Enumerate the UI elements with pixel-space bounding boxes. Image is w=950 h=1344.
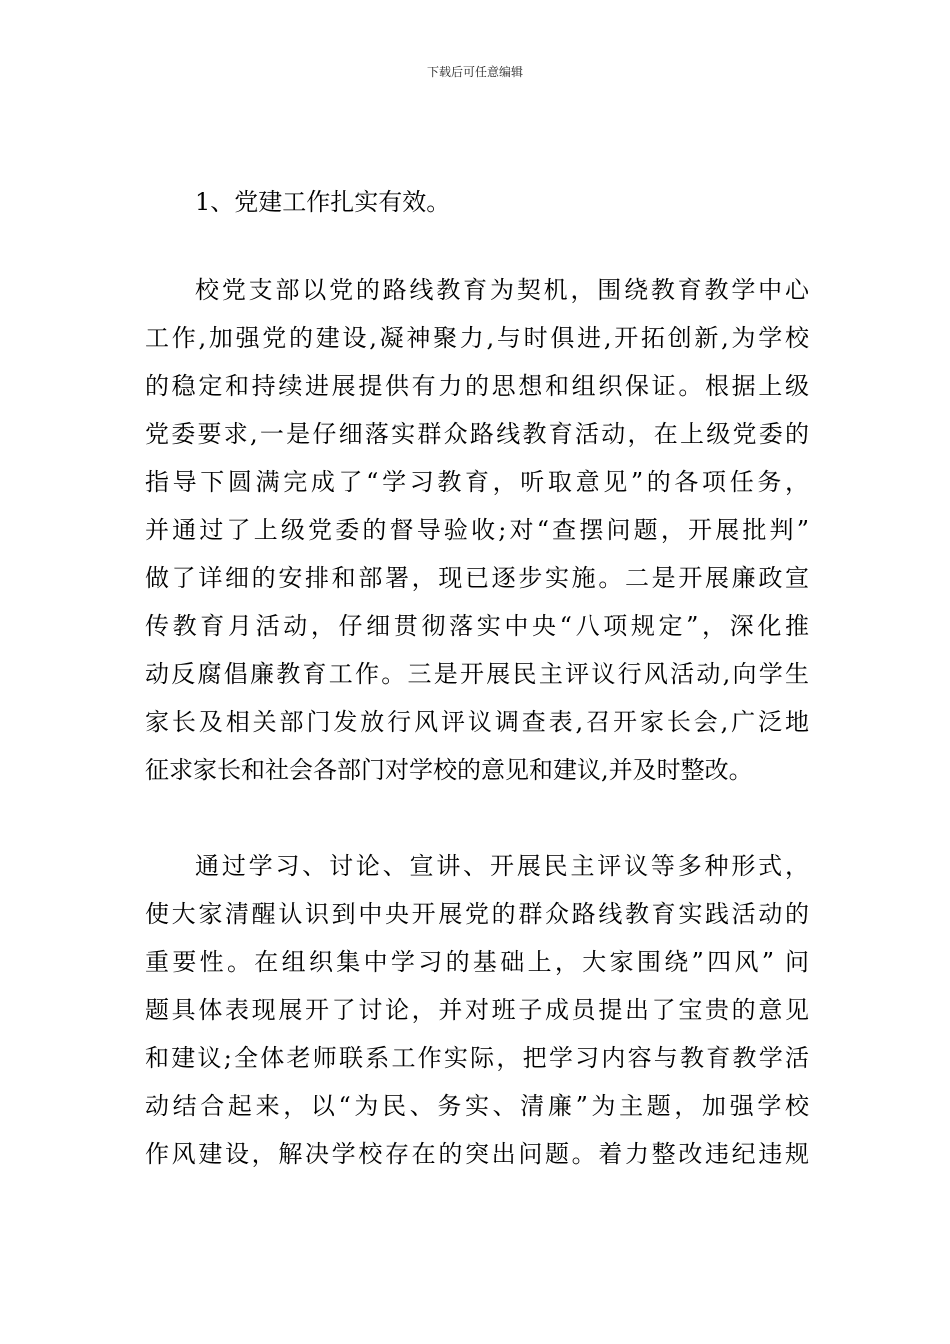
document-body [145, 178, 809, 1226]
paragraph-line: 做了详细的安排和部署，现已逐步实施。二是开展廉政宣 [145, 564, 809, 592]
paragraph-line: 的稳定和持续进展提供有力的思想和组织保证。根据上级 [145, 372, 809, 400]
section-heading: 1、党建工作扎实有效。 [195, 188, 451, 216]
paragraph-line: 校党支部以党的路线教育为契机，围绕教育教学中心 [195, 276, 809, 304]
paragraph-line: 并通过了上级党委的督导验收;对“查摆问题，开展批判” [145, 516, 809, 544]
paragraph-line: 动结合起来，以“为民、务实、清廉”为主题，加强学校 [145, 1092, 809, 1120]
page-header-note: 下载后可任意编辑 [426, 65, 523, 79]
paragraph-line: 和建议;全体老师联系工作实际，把学习内容与教育教学活 [145, 1044, 809, 1072]
paragraph-learning-activities [145, 842, 809, 1178]
paragraph-line: 使大家清醒认识到中央开展党的群众路线教育实践活动的 [145, 900, 809, 928]
paragraph-line: 重要性。在组织集中学习的基础上，大家围绕”四风” 问 [145, 948, 809, 976]
paragraph-line: 作风建设，解决学校存在的突出问题。着力整改违纪违规 [145, 1140, 809, 1168]
paragraph-line: 传教育月活动，仔细贯彻落实中央“八项规定”，深化推 [145, 612, 809, 640]
paragraph-line: 党委要求,一是仔细落实群众路线教育活动，在上级党委的 [145, 420, 809, 448]
paragraph-line: 通过学习、讨论、宣讲、开展民主评议等多种形式， [195, 852, 809, 880]
paragraph-line: 家长及相关部门发放行风评议调查表,召开家长会,广泛地 [145, 708, 809, 736]
paragraph-line: 题具体表现展开了讨论，并对班子成员提出了宝贵的意见 [145, 996, 809, 1024]
paragraph-line: 动反腐倡廉教育工作。三是开展民主评议行风活动,向学生 [145, 660, 809, 688]
paragraph-line: 征求家长和社会各部门对学校的意见和建议,并及时整改。 [145, 756, 753, 784]
paragraph-party-work [145, 266, 809, 794]
paragraph-line: 指导下圆满完成了“学习教育，听取意见”的各项任务， [145, 468, 809, 496]
paragraph-line: 工作,加强党的建设,凝神聚力,与时俱进,开拓创新,为学校 [145, 324, 809, 352]
